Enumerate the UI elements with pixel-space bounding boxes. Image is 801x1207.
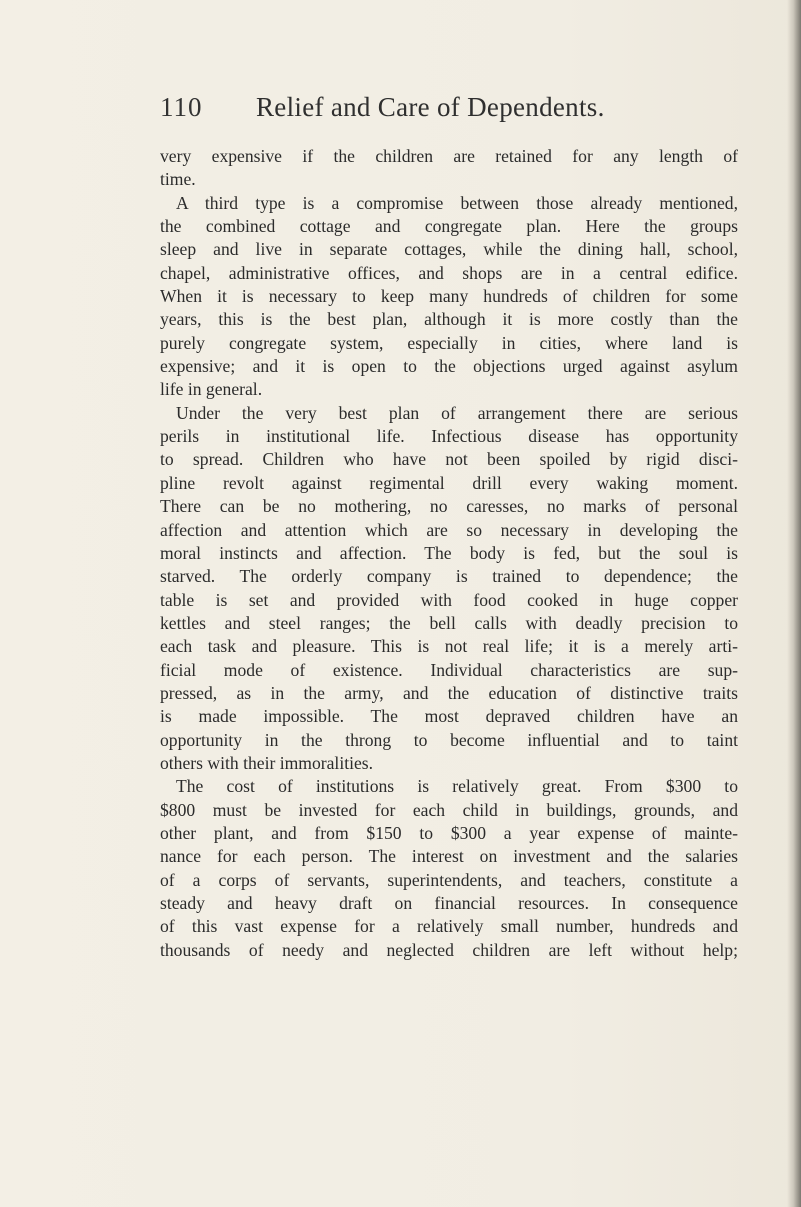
running-title: Relief and Care of Dependents. [256, 92, 605, 122]
text-line: pressed, as in the army, and the education of distinctive traits [160, 682, 738, 703]
text-line: each task and pleasure. This is not real life; it is a merely arti- [160, 636, 738, 657]
paragraph-first-line: Under the very best plan of arrangement there are serious [176, 402, 738, 423]
text-line: When it is necessary to keep many hundreds of children for some [160, 286, 738, 307]
body-text [160, 145, 738, 962]
text-line: starved. The orderly company is trained to dependence; the [160, 566, 738, 587]
text-line: $800 must be invested for each child in buildings, grounds, and [160, 799, 738, 820]
text-line: purely congregate system, especially in cities, where land is [160, 332, 738, 353]
text-line: other plant, and from $150 to $300 a year expense of mainte- [160, 822, 738, 843]
text-line: opportunity in the throng to become influential and to taint [160, 729, 738, 750]
text-line: ficial mode of existence. Individual characteristics are sup- [160, 659, 738, 680]
text-line: time. [160, 169, 196, 190]
paragraph-first-line: A third type is a compromise between those already mentioned, [176, 192, 738, 213]
text-line: nance for each person. The interest on investment and the salaries [160, 846, 738, 867]
text-line: chapel, administrative offices, and shops are in a central edifice. [160, 262, 738, 283]
text-line: years, this is the best plan, although it is more costly than the [160, 309, 738, 330]
text-line: kettles and steel ranges; the bell calls with deadly precision to [160, 612, 738, 633]
text-line: steady and heavy draft on financial resources. In consequence [160, 893, 738, 913]
text-line: life in general. [160, 379, 263, 400]
page-number: 110 [160, 92, 203, 122]
text-line: of a corps of servants, superintendents, and teachers, constitute a [160, 869, 738, 890]
text-line: table is set and provided with food cooked in huge copper [160, 589, 738, 610]
text-line: very expensive if the children are retained for any length of [160, 146, 738, 166]
text-line: others with their immoralities. [160, 752, 374, 773]
text-line: expensive; and it is open to the objections urged against asylum [160, 356, 738, 377]
paragraph-first-line: The cost of institutions is relatively great. From $300 to [176, 776, 738, 797]
text-line: pline revolt against regimental drill every waking moment. [160, 472, 738, 493]
text-line: affection and attention which are so necessary in developing the [160, 519, 738, 540]
running-head [160, 92, 760, 132]
text-line: is made impossible. The most depraved children have an [160, 706, 738, 727]
text-line: moral instincts and affection. The body is fed, but the soul is [160, 542, 738, 563]
text-line: There can be no mothering, no caresses, no marks of personal [160, 496, 738, 517]
text-line: thousands of needy and neglected children are left without help; [160, 939, 738, 960]
text-line: to spread. Children who have not been spoiled by rigid disci- [160, 449, 738, 470]
page-edge-shadow [787, 0, 801, 1207]
text-line: perils in institutional life. Infectious disease has opportunity [160, 426, 738, 447]
text-line: sleep and live in separate cottages, while the dining hall, school, [160, 239, 738, 260]
text-line: the combined cottage and congregate plan. Here the groups [160, 216, 738, 237]
text-line: of this vast expense for a relatively small number, hundreds and [160, 916, 738, 937]
